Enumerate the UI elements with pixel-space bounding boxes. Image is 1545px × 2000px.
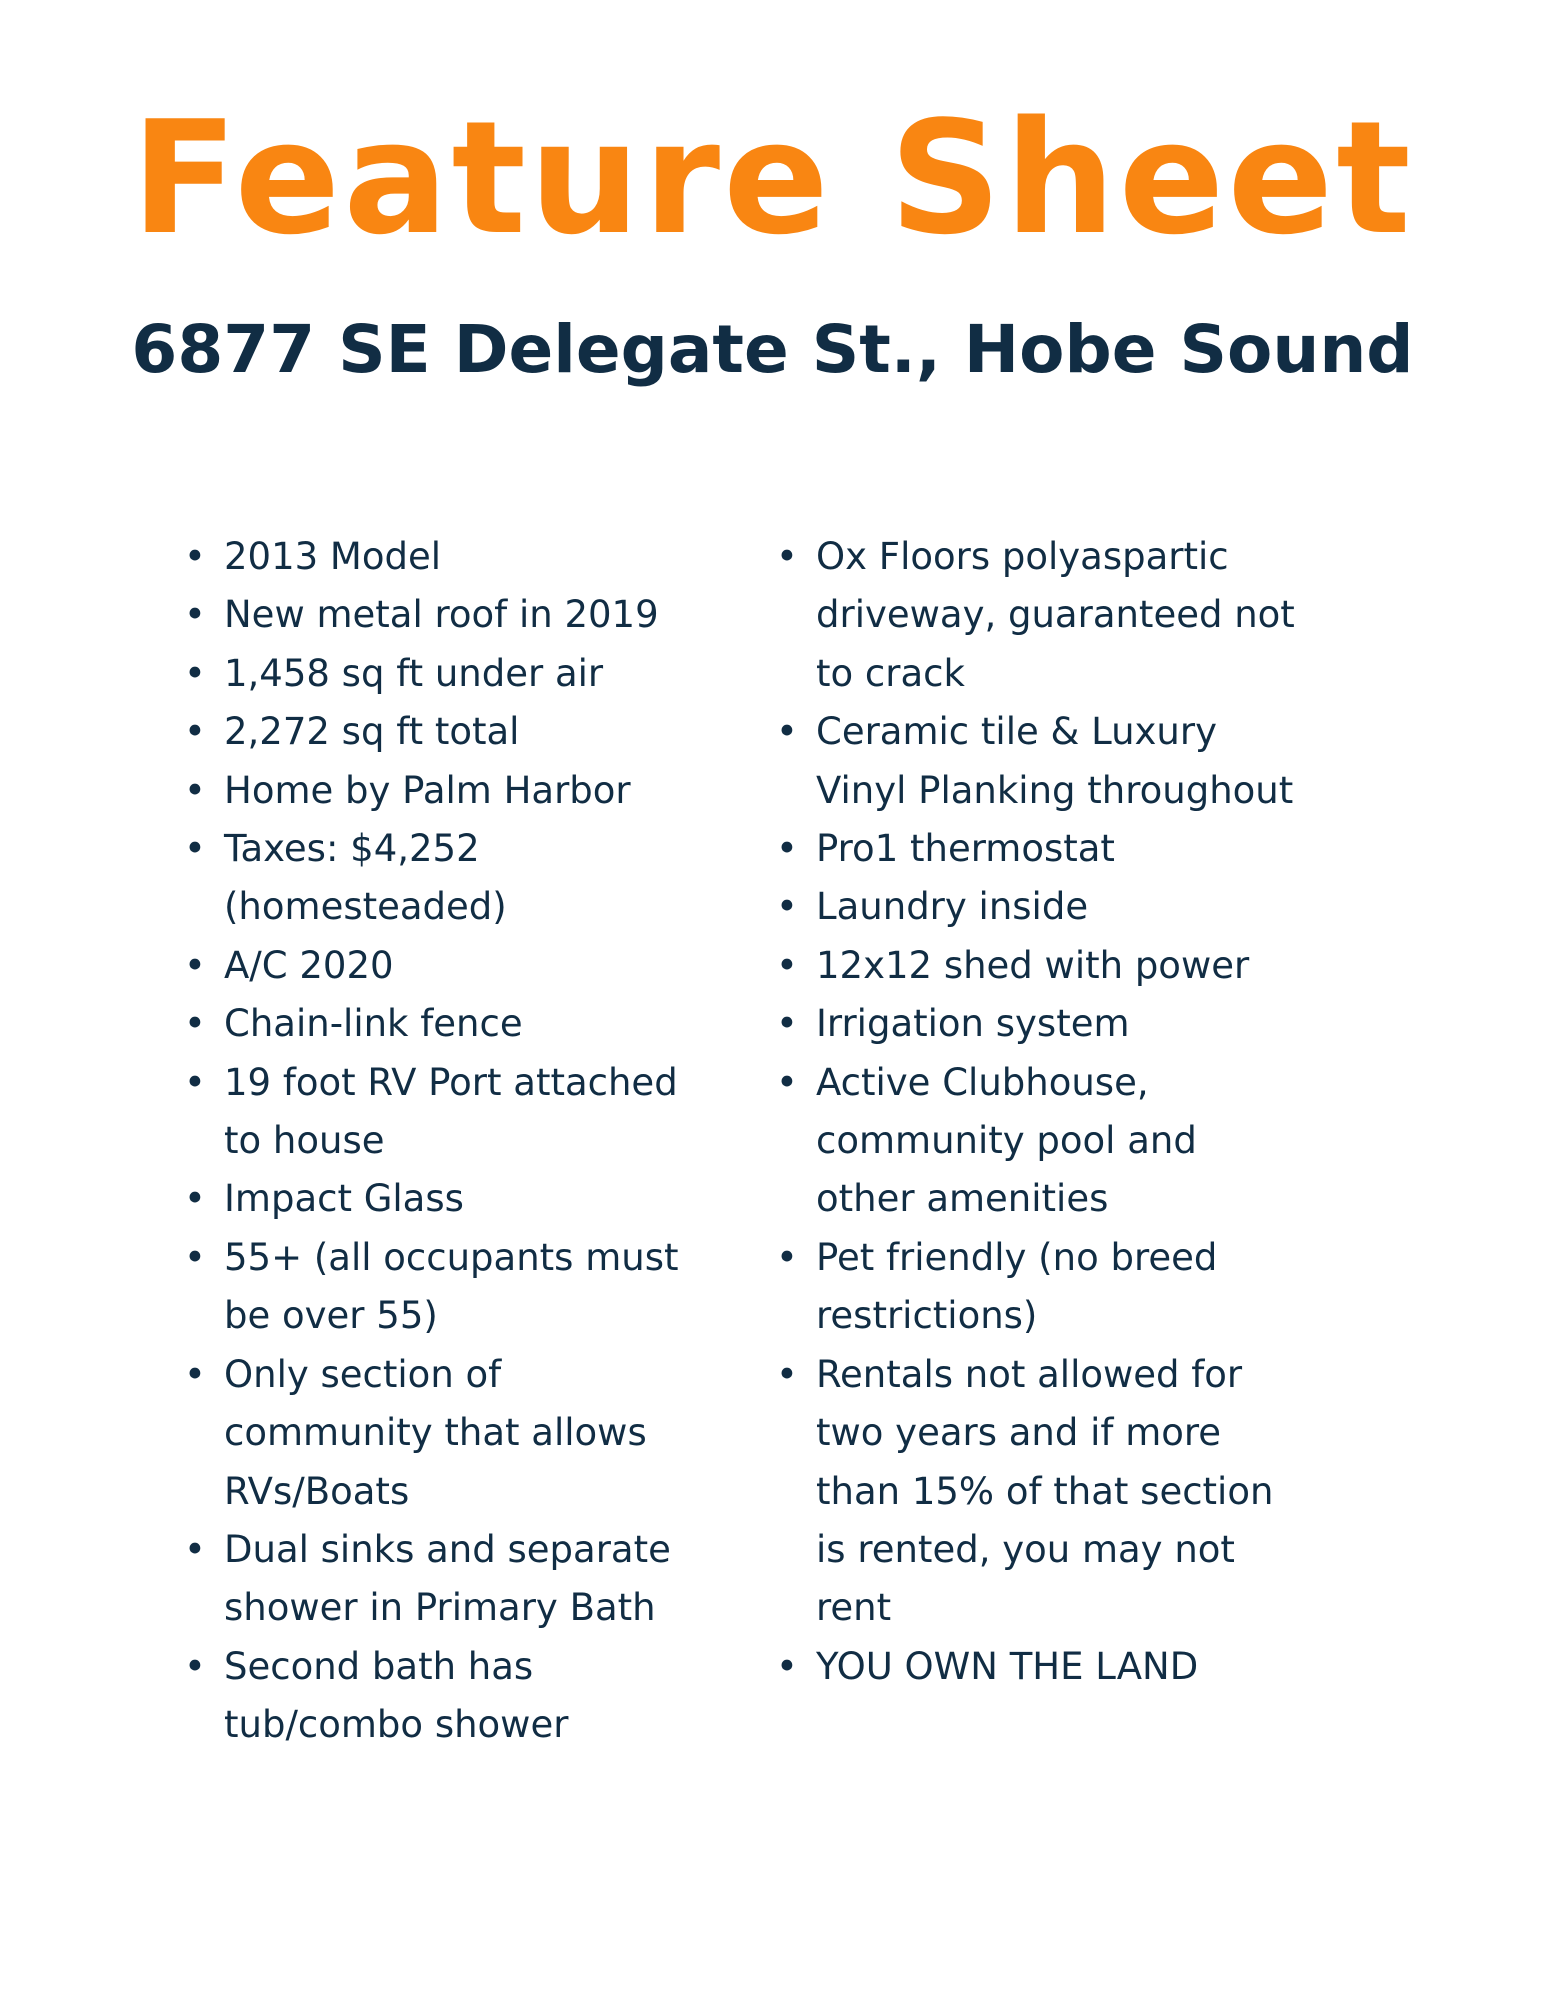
feature-text: Laundry inside xyxy=(816,885,1089,929)
feature-text: driveway, guaranteed not xyxy=(816,593,1295,637)
feature-item xyxy=(180,1170,770,1228)
feature-text: Taxes: $4,252 xyxy=(224,827,480,871)
feature-text: 2013 Model xyxy=(224,535,442,578)
feature-text: 12x12 shed with power xyxy=(816,943,1250,987)
bullet-icon: • xyxy=(184,651,206,695)
feature-item xyxy=(772,878,1392,936)
bullet-icon: • xyxy=(184,593,206,637)
feature-text: (homesteaded) xyxy=(224,885,507,929)
feature-text: be over 55) xyxy=(224,1294,438,1338)
bullet-icon: • xyxy=(776,710,798,754)
bullet-icon: • xyxy=(776,885,798,929)
feature-text: to house xyxy=(224,1119,385,1163)
feature-text: community that allows xyxy=(224,1411,647,1455)
feature-text: Only section of xyxy=(224,1352,502,1396)
feature-text: Rentals not allowed for xyxy=(816,1352,1243,1396)
feature-item xyxy=(180,1229,770,1346)
feature-text: than 15% of that section xyxy=(816,1469,1274,1513)
bullet-icon: • xyxy=(184,710,206,754)
feature-text: tub/combo shower xyxy=(224,1703,569,1747)
feature-list-left xyxy=(180,528,770,1755)
feature-item xyxy=(772,937,1392,995)
feature-list-right xyxy=(772,528,1392,1696)
feature-item xyxy=(772,703,1392,820)
bullet-icon: • xyxy=(184,1527,206,1571)
bullet-icon: • xyxy=(776,1644,798,1688)
feature-text: Pet friendly (no breed xyxy=(816,1235,1218,1279)
feature-text: 1,458 sq ft under air xyxy=(224,651,604,695)
feature-text: is rented, you may not xyxy=(816,1527,1235,1571)
feature-item xyxy=(180,820,770,937)
bullet-icon: • xyxy=(184,1002,206,1046)
feature-item xyxy=(180,528,770,586)
bullet-icon: • xyxy=(184,1352,206,1396)
bullet-icon: • xyxy=(776,1002,798,1046)
bullet-icon: • xyxy=(776,827,798,871)
feature-text: New metal roof in 2019 xyxy=(224,593,659,637)
feature-item xyxy=(180,1638,770,1755)
bullet-icon: • xyxy=(184,768,206,812)
feature-item xyxy=(772,1229,1392,1346)
feature-text: Home by Palm Harbor xyxy=(224,768,631,812)
bullet-icon: • xyxy=(776,1235,798,1279)
feature-text: YOU OWN THE LAND xyxy=(816,1644,1199,1688)
feature-item xyxy=(772,1346,1392,1638)
feature-text: Active Clubhouse, xyxy=(816,1060,1149,1104)
feature-item xyxy=(180,1346,770,1521)
feature-item xyxy=(772,528,1392,703)
page-title: Feature Sheet xyxy=(131,87,1414,269)
feature-text: restrictions) xyxy=(816,1294,1038,1338)
feature-item xyxy=(180,762,770,820)
feature-text: rent xyxy=(816,1586,892,1630)
feature-text: Impact Glass xyxy=(224,1177,464,1221)
feature-text: Irrigation system xyxy=(816,1002,1130,1046)
feature-text: 55+ (all occupants must xyxy=(224,1235,679,1279)
feature-text: shower in Primary Bath xyxy=(224,1586,656,1630)
feature-text: A/C 2020 xyxy=(224,943,394,987)
feature-item xyxy=(180,586,770,644)
feature-text: Second bath has xyxy=(224,1644,534,1688)
feature-text: Vinyl Planking throughout xyxy=(816,768,1294,812)
feature-item xyxy=(180,937,770,995)
feature-item xyxy=(180,703,770,761)
bullet-icon: • xyxy=(184,1177,206,1221)
bullet-icon: • xyxy=(184,1644,206,1688)
feature-item xyxy=(772,1054,1392,1229)
bullet-icon: • xyxy=(184,535,206,578)
feature-item xyxy=(180,995,770,1053)
feature-text: two years and if more xyxy=(816,1411,1222,1455)
bullet-icon: • xyxy=(776,943,798,987)
feature-text: RVs/Boats xyxy=(224,1469,410,1513)
feature-text: Pro1 thermostat xyxy=(816,827,1115,871)
feature-item xyxy=(772,1638,1392,1696)
bullet-icon: • xyxy=(776,1060,798,1104)
property-address: 6877 SE Delegate St., Hobe Sound xyxy=(131,311,1414,388)
feature-item xyxy=(772,820,1392,878)
bullet-icon: • xyxy=(184,827,206,871)
feature-text: Chain-link fence xyxy=(224,1002,523,1046)
feature-text: Dual sinks and separate xyxy=(224,1527,671,1571)
feature-item xyxy=(180,645,770,703)
bullet-icon: • xyxy=(184,943,206,987)
bullet-icon: • xyxy=(184,1060,206,1104)
feature-item xyxy=(772,995,1392,1053)
feature-text: Ceramic tile & Luxury xyxy=(816,710,1217,754)
bullet-icon: • xyxy=(184,1235,206,1279)
feature-item xyxy=(180,1054,770,1171)
feature-text: to crack xyxy=(816,651,965,695)
bullet-icon: • xyxy=(776,1352,798,1396)
feature-item xyxy=(180,1521,770,1638)
feature-text: other amenities xyxy=(816,1177,1109,1221)
feature-text: 19 foot RV Port attached xyxy=(224,1060,678,1104)
feature-text: community pool and xyxy=(816,1119,1197,1163)
feature-text: 2,272 sq ft total xyxy=(224,710,520,754)
feature-text: Ox Floors polyaspartic xyxy=(816,535,1229,578)
bullet-icon: • xyxy=(776,535,798,578)
